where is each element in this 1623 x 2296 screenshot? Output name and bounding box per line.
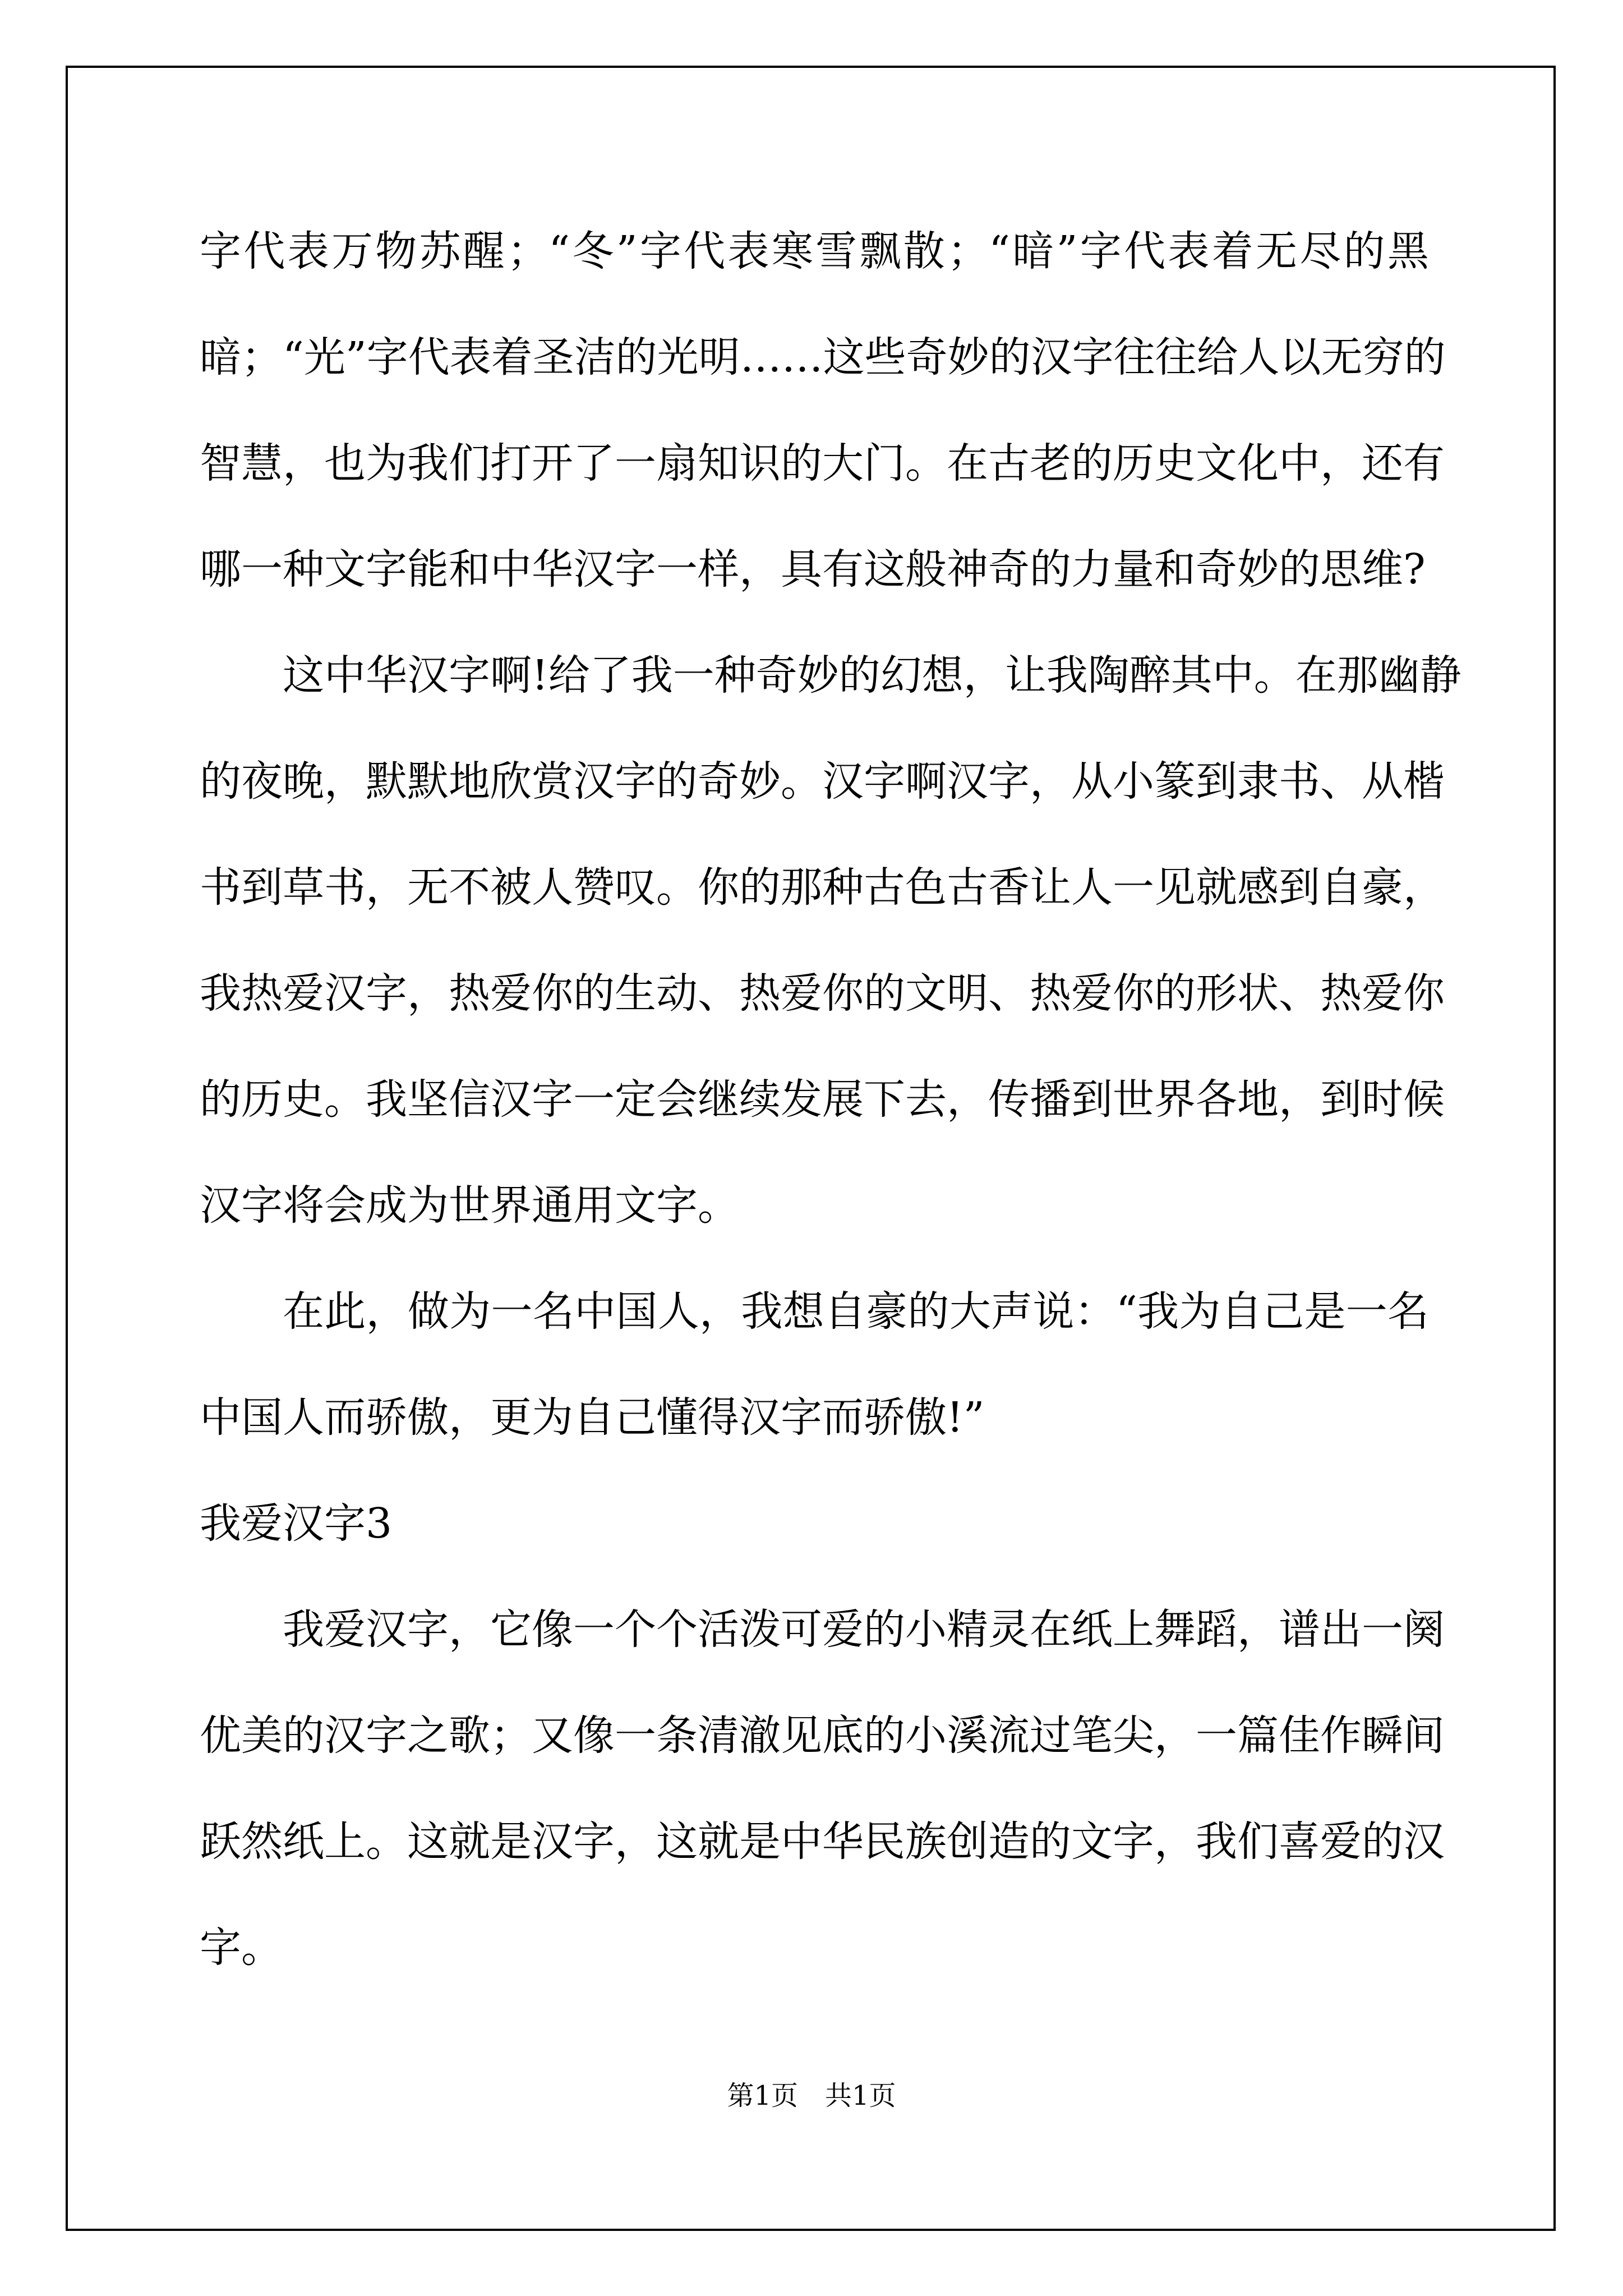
text-line: 书到草书，无不被人赞叹。你的那种古色古香让人一见就感到自豪， xyxy=(200,863,1445,912)
text-line: 跃然纸上。这就是汉字，这就是中华民族创造的文字，我们喜爱的汉 xyxy=(200,1818,1445,1866)
text-line: 优美的汉字之歌；又像一条清澈见底的小溪流过笔尖，一篇佳作瞬间 xyxy=(200,1711,1445,1760)
page-border xyxy=(66,66,1556,2231)
text-line: 这中华汉字啊!给了我一种奇妙的幻想，让我陶醉其中。在那幽静 xyxy=(283,651,1461,700)
text-line: 汉字将会成为世界通用文字。 xyxy=(200,1181,739,1230)
text-line: 我爱汉字，它像一个个活泼可爱的小精灵在纸上舞蹈，谱出一阕 xyxy=(283,1605,1445,1654)
text-line: 在此，做为一名中国人，我想自豪的大声说：“我为自己是一名 xyxy=(283,1287,1429,1336)
text-line: 暗；“光”字代表着圣洁的光明……这些奇妙的汉字往往给人以无穷的 xyxy=(200,333,1446,381)
page-footer: 第1页 共1页 xyxy=(727,2080,896,2111)
text-line: 我热爱汉字，热爱你的生动、热爱你的文明、热爱你的形状、热爱你 xyxy=(200,969,1445,1018)
text-line: 的历史。我坚信汉字一定会继续发展下去，传播到世界各地，到时候 xyxy=(200,1075,1445,1124)
text-line: 哪一种文字能和中华汉字一样，具有这般神奇的力量和奇妙的思维? xyxy=(200,545,1426,593)
text-line: 字代表万物苏醒；“冬”字代表寒雪飘散；“暗”字代表着无尽的黑 xyxy=(200,227,1429,275)
text-line: 字。 xyxy=(200,1924,283,1972)
text-line: 中国人而骄傲，更为自己懂得汉字而骄傲!” xyxy=(200,1393,985,1442)
section-heading: 我爱汉字3 xyxy=(200,1499,393,1548)
text-line: 智慧，也为我们打开了一扇知识的大门。在古老的历史文化中，还有 xyxy=(200,439,1445,487)
text-line: 的夜晚，默默地欣赏汉字的奇妙。汉字啊汉字，从小篆到隶书、从楷 xyxy=(200,757,1445,806)
